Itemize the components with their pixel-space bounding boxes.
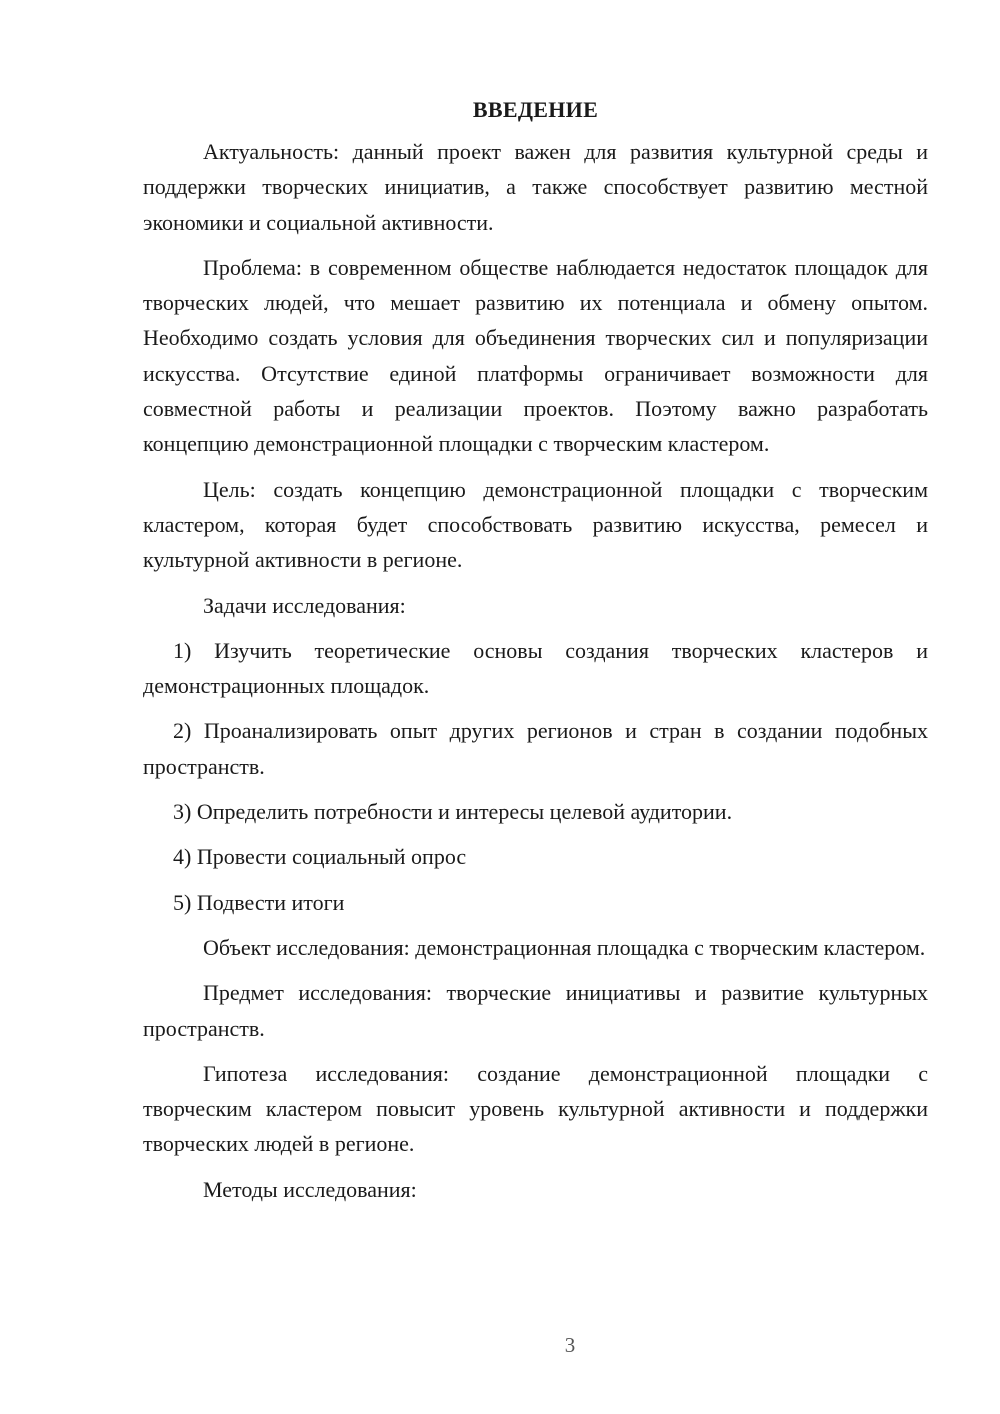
task-item: 3) Определить потребности и интересы целевой аудитории. [173, 799, 733, 825]
hypothesis-paragraph: Гипотеза исследования: создание демонстрационной площадки с творческим кластером повысит уровень культурной активности и поддержки творческих людей в регионе. [143, 1060, 928, 1157]
page-number: 3 [564, 1333, 576, 1357]
object-paragraph: Объект исследования: демонстрационная площадка с творческим кластером. [203, 934, 926, 960]
task-item: 1) Изучить теоретические основы создания творческих кластеров и демонстрационных площадок. [143, 637, 928, 699]
problem-paragraph: Проблема: в современном обществе наблюдается недостаток площадок для творческих людей, что мешает развитию их потенциала и обмену опытом. Необходимо создать условия для объединения творческих сил и популяризации искусства. Отсутствие единой платформы ограничивает возможности для совместной работы и реализации проектов. Поэтому важно разработать концепцию демонстрационной площадки с творческим кластером. [143, 254, 928, 457]
goal-paragraph: Цель: создать концепцию демонстрационной площадки с творческим кластером, которая будет способствовать развитию искусства, ремесел и культурной активности в регионе. [143, 476, 928, 573]
section-heading: ВВЕДЕНИЕ [472, 97, 599, 122]
task-item: 4) Провести социальный опрос [173, 844, 467, 870]
methods-heading: Методы исследования: [203, 1176, 417, 1202]
document-page [143, 95, 928, 1217]
task-item: 5) Подвести итоги [173, 889, 345, 915]
subject-paragraph: Предмет исследования: творческие инициативы и развитие культурных пространств. [143, 980, 928, 1041]
relevance-paragraph: Актуальность: данный проект важен для развития культурной среды и поддержки творческих инициатив, а также способствует развитию местной экономики и социальной активности. [143, 139, 928, 235]
tasks-heading: Задачи исследования: [203, 592, 406, 618]
task-item: 2) Проанализировать опыт других регионов и стран в создании подобных пространств. [143, 718, 928, 779]
